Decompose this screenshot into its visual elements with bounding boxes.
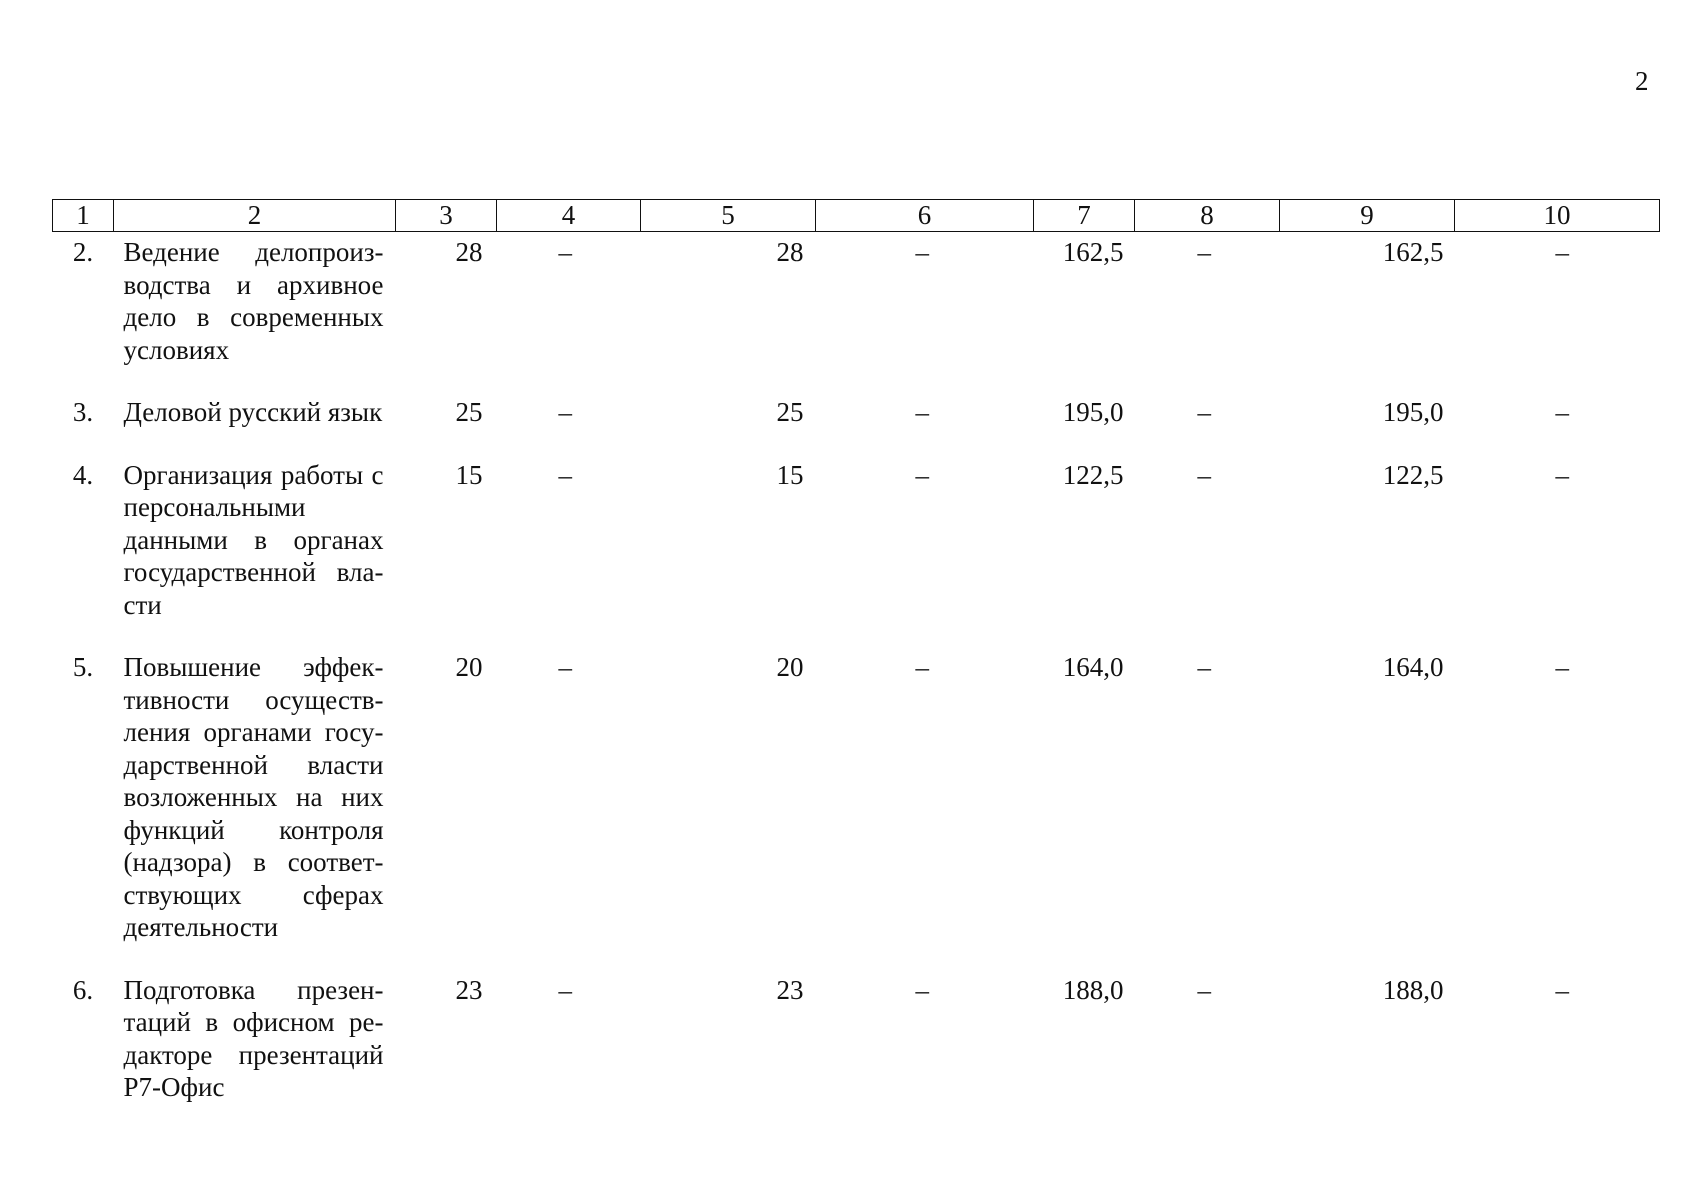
row-spacer (53, 944, 1660, 970)
cell-col-10: – (1555, 397, 1569, 427)
cell-col-5: 23 (776, 974, 804, 1005)
column-header-4: 4 (497, 200, 641, 232)
row-number: 4. (72, 459, 94, 490)
cell-col-9: 188,0 (1382, 974, 1444, 1005)
cell-col-5: 25 (776, 397, 804, 427)
cell-col-10: – (1555, 459, 1569, 490)
cell-col-9: 164,0 (1382, 652, 1444, 682)
cell-col-4: – (558, 652, 572, 682)
cell-col-6: – (915, 652, 929, 682)
cell-col-7: 122,5 (1062, 459, 1124, 490)
cell-col-3: 15 (455, 459, 483, 490)
column-header-10: 10 (1455, 200, 1660, 232)
cell-col-10: – (1555, 974, 1569, 1005)
column-header-8: 8 (1135, 200, 1280, 232)
cell-col-6: – (915, 237, 929, 267)
column-header-3: 3 (396, 200, 497, 232)
cell-col-3: 23 (455, 974, 483, 1005)
column-header-9: 9 (1280, 200, 1455, 232)
course-name: Подготовка презентаций в офисном редакторе презентаций Р7-Офис (123, 974, 384, 1102)
row-number: 2. (72, 237, 94, 267)
table-row (53, 455, 1660, 622)
cell-col-7: 188,0 (1062, 974, 1124, 1005)
cell-col-9: 195,0 (1382, 397, 1444, 427)
cell-col-7: 164,0 (1062, 652, 1124, 682)
row-number: 5. (72, 652, 94, 682)
cell-col-10: – (1555, 652, 1569, 682)
cell-col-8: – (1197, 459, 1211, 490)
cell-col-7: 195,0 (1062, 397, 1124, 427)
cell-col-6: – (915, 459, 929, 490)
table-row (53, 647, 1660, 944)
data-table (52, 199, 1660, 1104)
cell-col-8: – (1197, 652, 1211, 682)
column-header-2: 2 (114, 200, 396, 232)
cell-col-5: 20 (776, 652, 804, 682)
cell-col-5: 28 (776, 237, 804, 267)
table-body (53, 232, 1660, 1104)
row-number: 6. (72, 974, 94, 1005)
course-name: Деловой русский язык (123, 397, 383, 427)
course-name: Организация работы с персональными данными в органах государственной власти (123, 459, 384, 620)
course-name: Ведение делопроизводства и архивное дело в современных условиях (123, 237, 384, 365)
column-header-1: 1 (53, 200, 114, 232)
cell-col-5: 15 (776, 459, 804, 490)
table-header (53, 200, 1660, 232)
row-spacer (53, 429, 1660, 455)
cell-col-8: – (1197, 397, 1211, 427)
header-row (53, 200, 1660, 232)
cell-col-6: – (915, 397, 929, 427)
row-spacer (53, 621, 1660, 647)
cell-col-3: 25 (455, 397, 483, 427)
cell-col-10: – (1555, 237, 1569, 267)
cell-col-7: 162,5 (1062, 237, 1124, 267)
cell-col-3: 28 (455, 237, 483, 267)
course-name: Повышение эффективности осуществления органами государственной власти возложенных на них функций контроля (надзора) в соответствующих сферах деятельности (123, 652, 384, 942)
column-header-7: 7 (1034, 200, 1135, 232)
cell-col-4: – (558, 397, 572, 427)
table-row (53, 392, 1660, 429)
cell-col-4: – (558, 459, 572, 490)
cell-col-4: – (558, 974, 572, 1005)
page-number: 2 (1635, 66, 1649, 96)
row-number: 3. (72, 397, 94, 427)
cell-col-9: 162,5 (1382, 237, 1444, 267)
table-row (53, 232, 1660, 367)
row-spacer (53, 366, 1660, 392)
cell-col-8: – (1197, 974, 1211, 1005)
column-header-6: 6 (816, 200, 1034, 232)
cell-col-6: – (915, 974, 929, 1005)
cell-col-9: 122,5 (1382, 459, 1444, 490)
cell-col-4: – (558, 237, 572, 267)
table-row (53, 970, 1660, 1104)
cell-col-8: – (1197, 237, 1211, 267)
column-header-5: 5 (641, 200, 816, 232)
cell-col-3: 20 (455, 652, 483, 682)
